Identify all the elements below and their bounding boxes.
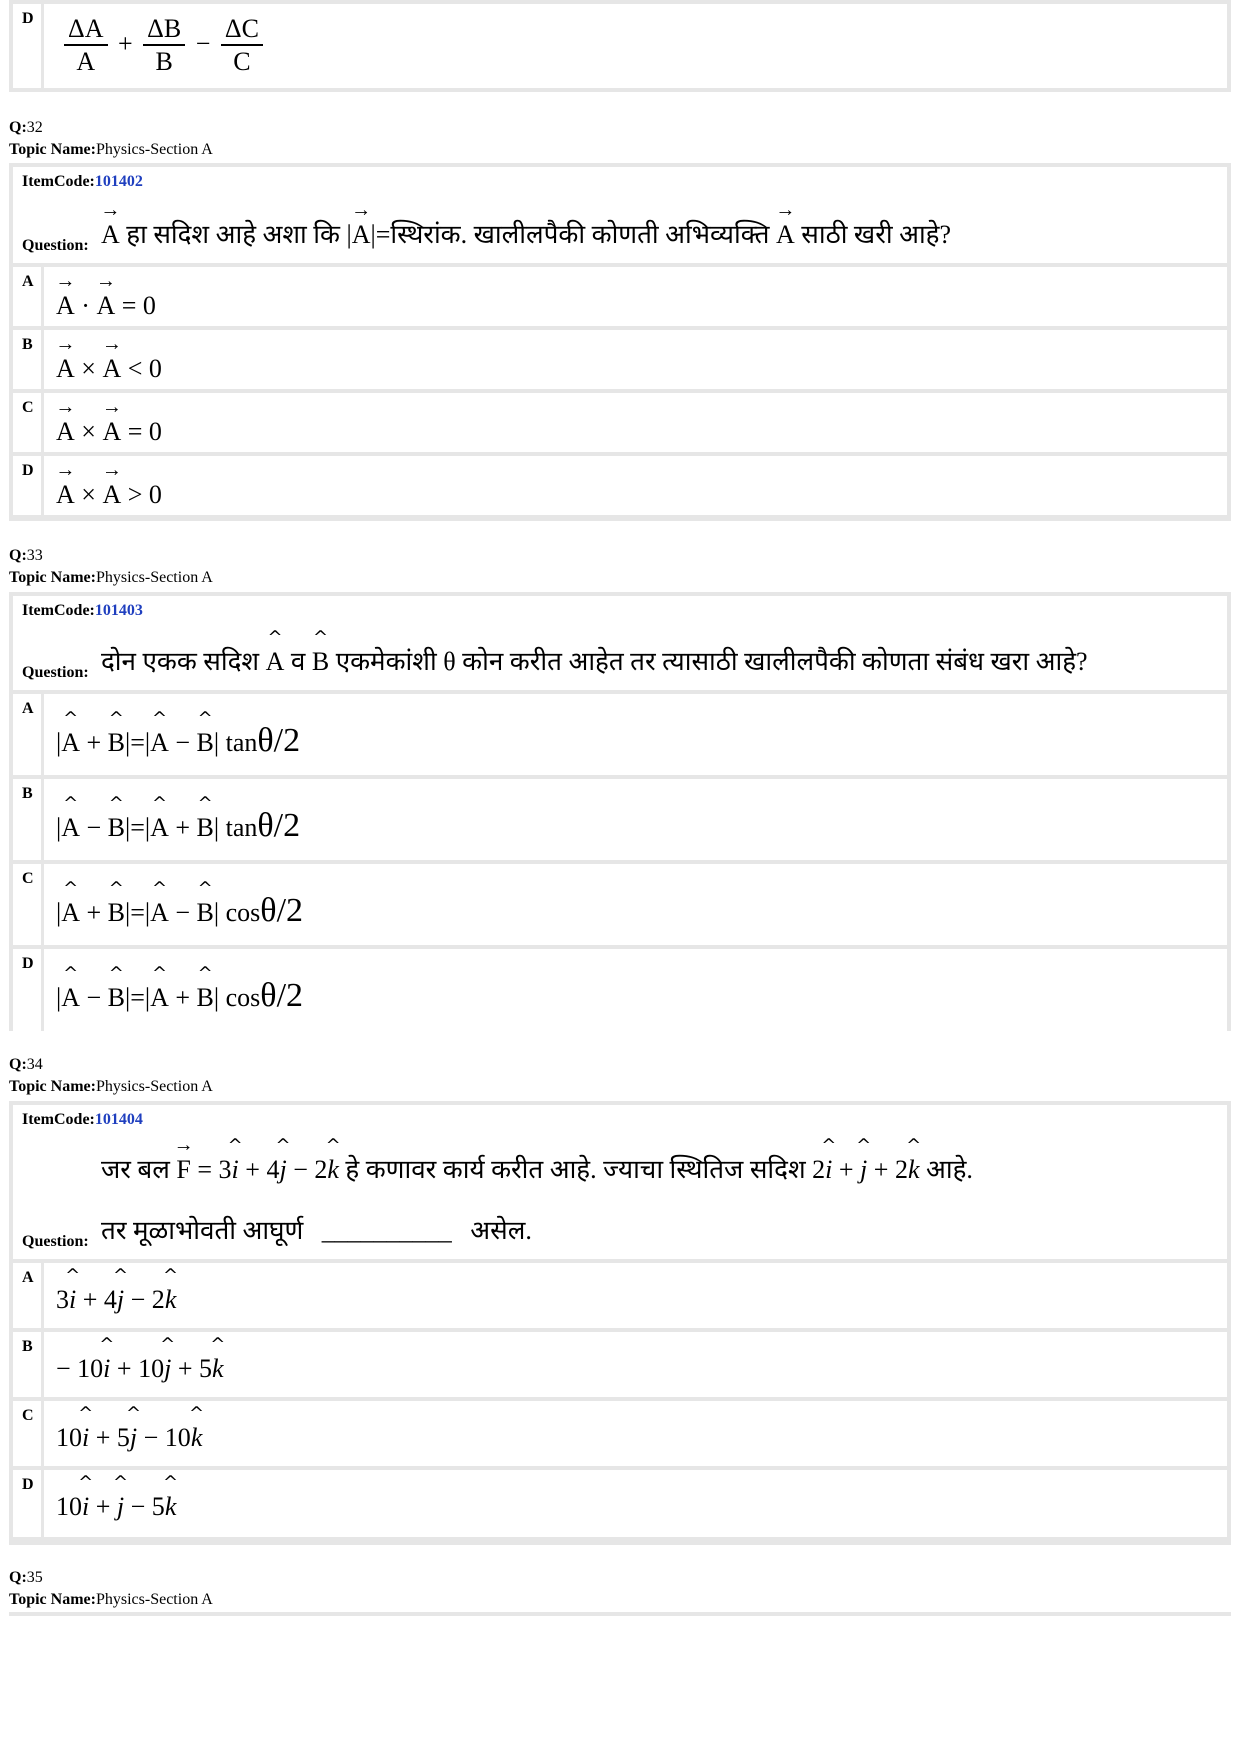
option-a[interactable]: A |A ^ + B ^ |=|A ^ − B ^ | tanθ/2 <box>13 694 1227 775</box>
option-d[interactable]: D 10i ^ + j ^ − 5k ^ <box>13 1470 1227 1537</box>
option-a[interactable]: A 3i ^ + 4j ^ − 2k ^ <box>13 1263 1227 1328</box>
option-d[interactable] <box>13 4 1227 88</box>
q31-tail <box>9 0 1231 92</box>
question-block <box>9 1101 1231 1545</box>
question-header: Q:35 Topic Name:Physics-Section A <box>9 1569 213 1608</box>
question-header: Q:34 Topic Name:Physics-Section A <box>9 1056 213 1095</box>
option-math: $\frac{\Delta A}{A}$ + $\frac{\Delta B}{B}$ − $\frac{\Delta C}{C}$ <box>60 14 267 78</box>
divider <box>9 1612 1231 1616</box>
option-b[interactable]: B − 10i ^ + 10j ^ + 5k ^ <box>13 1332 1227 1397</box>
option-a[interactable]: A A → · A → = 0 <box>13 267 1227 326</box>
item-code: 101403 <box>94 602 143 619</box>
item-code: 101402 <box>94 173 143 190</box>
option-c[interactable]: C |A ^ + B ^ |=|A ^ − B ^ | cosθ/2 <box>13 864 1227 945</box>
option-c[interactable]: C 10i ^ + 5j ^ − 10k ^ <box>13 1401 1227 1466</box>
option-b[interactable]: B A → × A → < 0 <box>13 330 1227 389</box>
question-stem: ItemCode:101402 Question: A → हा सदिश आहे अशा कि |A → |=स्थिरांक. खालीलपैकी कोणती अभिव्यक्ति A → साठी खरी आहे? <box>13 167 1227 263</box>
question-block <box>9 592 1231 1031</box>
question-block <box>9 163 1231 521</box>
option-letter: D <box>22 10 34 27</box>
option-c[interactable]: C A → × A → = 0 <box>13 393 1227 452</box>
option-d[interactable]: D |A ^ − B ^ |=|A ^ + B ^ | cosθ/2 <box>13 949 1227 1031</box>
question-stem: ItemCode:101403 Question: दोन एकक सदिश A ^ व B ^ एकमेकांशी θ कोन करीत आहेत तर त्यासाठी खालीलपैकी कोणता संबंध खरा आहे? <box>13 596 1227 690</box>
question-header: Q:32 Topic Name:Physics-Section A <box>9 119 213 158</box>
option-d[interactable]: D A → × A → > 0 <box>13 456 1227 515</box>
item-code: 101404 <box>94 1111 143 1128</box>
question-stem: ItemCode:101404 Question: जर बल F → = 3i ^ + 4j ^ − 2k ^ हे कणावर कार्य करीत आहे. ज्याचा स्थितिज सदिश 2i ^ + j ^ + 2k ^ आहे. तर मूळाभोवती आघूर्ण __________ असेल. <box>13 1105 1227 1259</box>
question-header: Q:33 Topic Name:Physics-Section A <box>9 547 213 586</box>
option-b[interactable]: B |A ^ − B ^ |=|A ^ + B ^ | tanθ/2 <box>13 779 1227 860</box>
